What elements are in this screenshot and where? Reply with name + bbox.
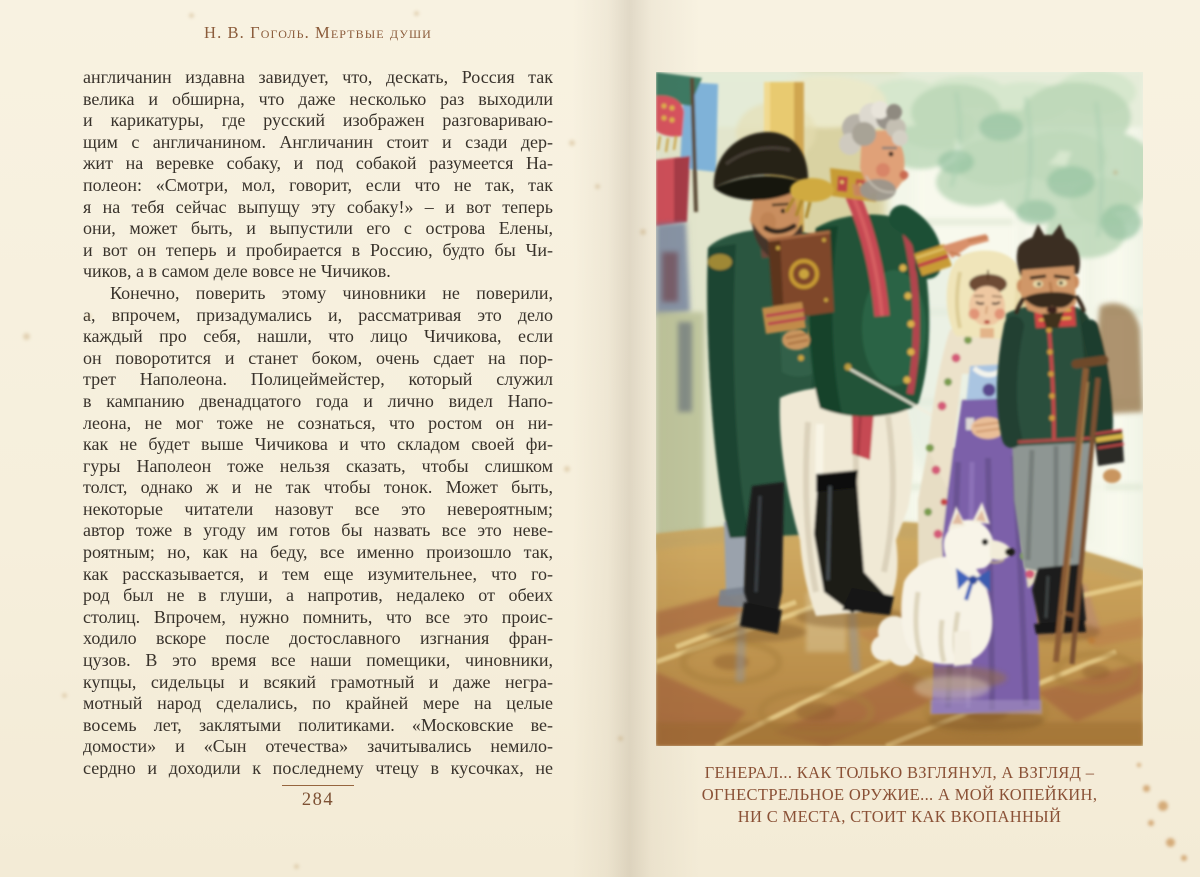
text-line: купцы, сидельцы и всякий грамотный и даже негра- [83, 671, 553, 692]
text-line: щим с англичанином. Англичанин стоит и сзади дер- [83, 131, 553, 152]
foxing-spot [640, 229, 646, 235]
text-line: англичанин издавна завидует, что, дескать, Россия так [83, 67, 553, 87]
text-line: толст, однако ж и не так чтобы тонок. Может быть, [83, 477, 553, 498]
running-head: Н. В. Гоголь. Мертвые души [204, 23, 432, 42]
caption-line: ОГНЕСТРЕЛЬНОЕ ОРУЖИЕ... А МОЙ КОПЕЙКИН, [701, 784, 1098, 804]
text-line: трет Наполеона. Полицеймейстер, который служил [83, 369, 553, 390]
foxing-spot [1166, 838, 1175, 847]
foxing-spot [564, 466, 570, 472]
text-line: сердно и доходили к последнему чтецу в кусочках, не [83, 758, 553, 778]
caption-line: НИ С МЕСТА, СТОИТ КАК ВКОПАННЫЙ [737, 806, 1062, 826]
caption-line: ГЕНЕРАЛ... КАК ТОЛЬКО ВЗГЛЯНУЛ, А ВЗГЛЯД – [704, 763, 1095, 782]
page-footer [83, 785, 553, 811]
body-text [83, 67, 553, 780]
foxing-spot [1158, 801, 1168, 811]
text-line: столиц. Впрочем, нужно помнить, что все это проис- [83, 606, 553, 627]
text-line: каждый про себя, нашли, что лицо Чичикова, если [83, 326, 553, 347]
text-line: а, впрочем, призадумались и, рассматривая это дело [83, 304, 553, 325]
text-line: домости» и «Сын отечества» зачитывались немило- [83, 736, 553, 757]
text-line: как не будет выше Чичикова и что складом своей фи- [83, 434, 553, 455]
illustration-image [656, 72, 1143, 746]
text-line: восемь лет, заклятыми политиками. «Московские ве- [83, 714, 553, 735]
text-line: велика и обширна, что даже несколько раз выходили [83, 88, 553, 109]
text-line: и вот он теперь и пробирается в Россию, будто бы Чи- [83, 239, 553, 260]
foxing-spot [189, 13, 194, 18]
text-line: ходило вскоре после достославного изгнания фран- [83, 628, 553, 649]
foxing-spot [1181, 855, 1187, 861]
text-line: автор тоже в угоду им готов бы назвать все это неве- [83, 520, 553, 541]
foxing-spot [294, 864, 299, 869]
text-line: чиков, а в самом деле вовсе не Чичиков. [83, 261, 391, 282]
gouache-painting [656, 72, 1143, 746]
text-line: жит на веревке собаку, и под собакой разумеется На- [83, 153, 553, 174]
foxing-spot [595, 184, 600, 189]
page-number: 284 [301, 790, 335, 810]
foxing-spot [569, 140, 575, 146]
foxing-spot [414, 11, 419, 16]
text-line: род был не в глуши, а напротив, недалеко от обеих [83, 585, 553, 606]
text-line: Конечно, поверить этому чиновники не поверили, [110, 282, 553, 303]
text-line: он поворотится и станет боком, очень сдает на пор- [83, 347, 553, 368]
illustration-caption [646, 762, 1153, 827]
text-line: роятным; но, как на беду, все именно произошло так, [83, 542, 553, 563]
foxing-spot [62, 693, 67, 698]
text-line: мотный народ сделались, по крайней мере на целые [83, 693, 553, 714]
text-line: полеон: «Смотри, мол, говорит, если что не так, так [83, 174, 553, 195]
foxing-spot [618, 736, 623, 741]
text-line: и карикатуры, где русский изображен разговариваю- [83, 110, 553, 131]
text-line: я на тебя сейчас выпущу эту собаку!» – и вот теперь [83, 196, 553, 217]
text-line: цузов. В это время все наши помещики, чиновники, [83, 650, 553, 671]
text-line: некоторые читатели назовут все это невероятным; [83, 498, 553, 519]
text-line: они, может быть, и выпустили его с острова Елены, [83, 218, 553, 239]
foxing-spot [23, 333, 30, 340]
text-line: в кампанию двенадцатого года и лично видел Напо- [83, 390, 553, 411]
text-line: гуры Наполеон тоже нельзя сказать, чтобы слишком [83, 455, 553, 476]
page-number-rule [282, 785, 354, 786]
text-line: леона, не мог тоже не сознаться, что ростом он ни- [83, 412, 553, 433]
text-line: как рассказывается, и тем еще изумительнее, что го- [83, 563, 553, 584]
